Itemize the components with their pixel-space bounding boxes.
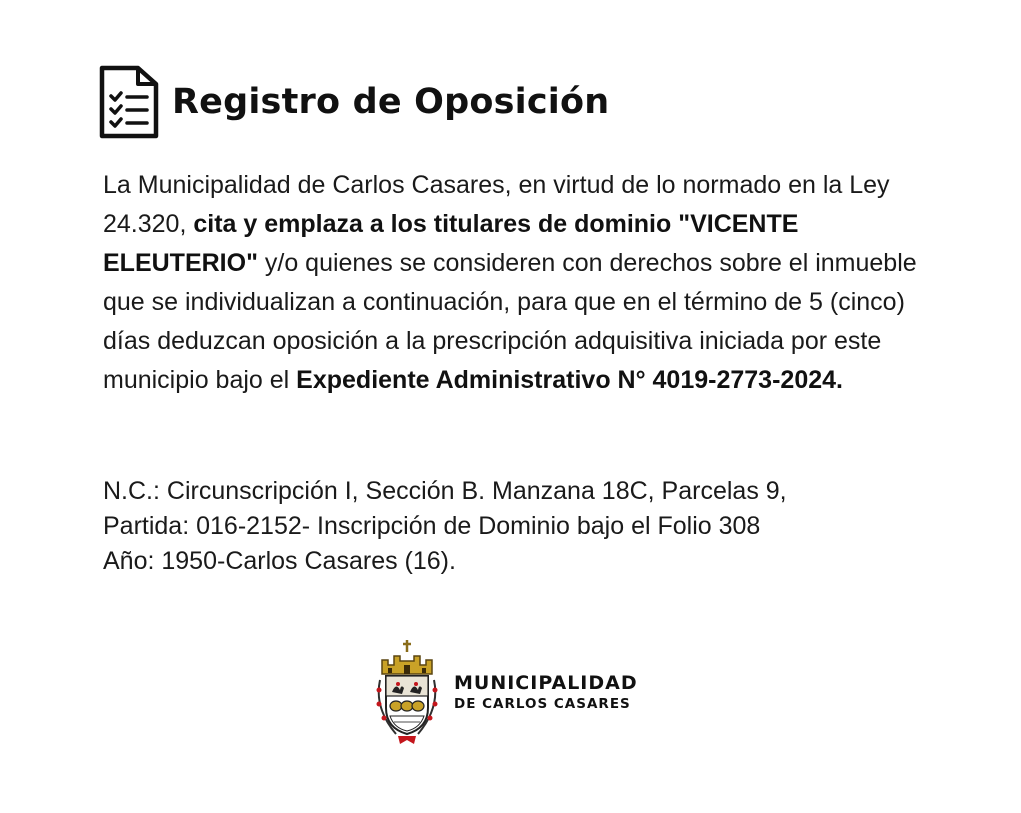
notice-text: y/o quienes se consideren con derechos sobre el inmueble que se individualizan a continuación, para que en el término de 5 (cinco) días deduzcan oposición a la prescripción adquisitiva iniciada por este municipio bajo el <box>103 249 917 394</box>
notice-text: La Municipalidad de Carlos Casares, en virtud de lo normado en la Ley 24.320, <box>103 171 890 238</box>
logo-line-city: DE CARLOS CASARES <box>454 696 631 712</box>
municipal-coat-of-arms-icon <box>374 638 440 746</box>
cadastral-details <box>103 474 933 579</box>
cadastral-parcel: Partida: 016-2152- Inscripción de Dominio bajo el Folio 308 <box>103 512 761 540</box>
cadastral-nomenclature: N.C.: Circunscripción I, Sección B. Manzana 18C, Parcelas 9, <box>103 477 787 505</box>
notice-summons-bold: cita y emplaza a los titulares de dominio "VICENTE ELEUTERIO" <box>103 210 799 277</box>
municipality-logo <box>374 638 638 746</box>
page-header <box>98 64 609 140</box>
checklist-document-icon <box>98 64 160 140</box>
logo-line-municipalidad: MUNICIPALIDAD <box>454 672 638 694</box>
page-title: Registro de Oposición <box>172 82 610 122</box>
cadastral-year: Año: 1950-Carlos Casares (16). <box>103 547 456 575</box>
logo-wordmark <box>454 671 638 713</box>
notice-paragraph <box>103 166 933 400</box>
case-file-number: Expediente Administrativo N° 4019-2773-2024. <box>296 366 843 394</box>
